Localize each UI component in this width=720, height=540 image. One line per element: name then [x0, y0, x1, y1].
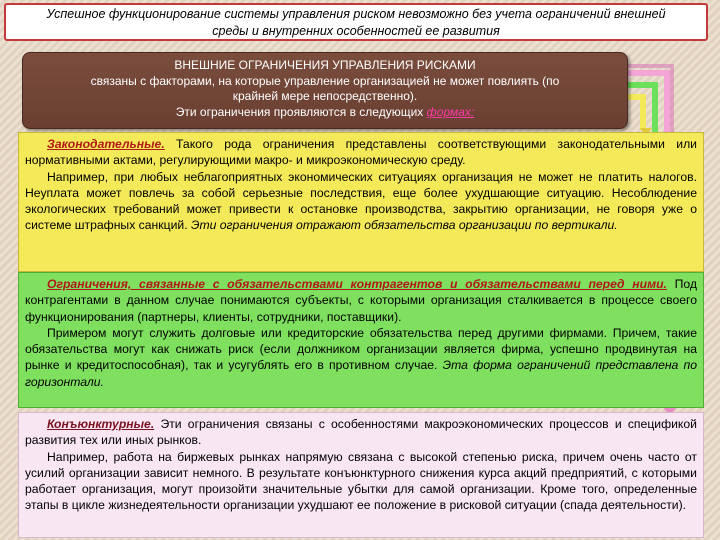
market-constraints-panel: [18, 412, 704, 538]
external-constraints-box: [22, 52, 628, 129]
counterparty-text-2: Примером могут служить долговые или кредиторские обязательства перед другими фирмами. Причем, такие обязательства могут как снижать риск (если должником организации является фирма, успешно продвинутая на рынке и кредитоспособная), так и усугублять его в противном случае.: [25, 325, 697, 373]
legislative-paragraph-2: [25, 169, 697, 234]
legislative-constraints-panel: [18, 132, 704, 272]
market-heading: Конъюнктурные.: [47, 417, 155, 431]
counterparty-heading: Ограничения, связанные с обязательствами контрагентов и обязательствами перед ними.: [47, 277, 667, 291]
yellow-connector-arrow: [628, 94, 646, 130]
market-paragraph-1: [25, 416, 697, 449]
external-forms-label: формах:: [426, 104, 475, 119]
counterparty-text-2-italic: Эта форма ограничений представлена по горизонтали.: [25, 358, 697, 389]
counterparty-paragraph-1: [25, 276, 697, 325]
external-line-3-prefix: Эти ограничения проявляются в следующих: [175, 104, 427, 119]
external-line-3: [33, 105, 617, 121]
legislative-text-2: Например, при любых неблагоприятных экономических ситуациях организация не может не платить налогов. Неуплата может повлечь за собой серьезные последствия, еще более ухудшающие ситуацию. Несоблюдение экологических требований может привести к остановке производства, закрытию организации, не говоря уже о системе штрафных санкций.: [25, 169, 697, 233]
legislative-text-2-italic: Эти ограничения отражают обязательства организации по вертикали.: [190, 218, 618, 233]
market-paragraph-2: [25, 449, 697, 514]
market-text-1: Эти ограничения связаны с особенностями макроэкономических процессов и спецификой развития тех или иных рынков.: [25, 417, 697, 448]
page-title: [4, 3, 708, 41]
market-text-2: Например, работа на биржевых рынках напрямую связана с высокой степенью риска, причем очень часто от усилий организации зависит немного. В результате конъюнктурного снижения курса акций предприятий, с которыми работает организация, могут произойти значительные убытки для самой организации. Кроме того, определенные этапы в цикле жизнедеятельности организации ухудшают ее положение в рисковой ситуации (спада деятельности).: [25, 449, 697, 513]
external-heading: ВНЕШНИЕ ОГРАНИЧЕНИЯ УПРАВЛЕНИЯ РИСКАМИ: [174, 58, 476, 72]
title-line-2: среды и внутренних особенностей ее развития: [212, 24, 500, 38]
counterparty-text-1: Под контрагентами в данном случае понимаются субъекты, с которыми организация сталкивается в процессе своего функционирования (партнеры, клиенты, сотрудники, поставщики).: [25, 277, 697, 324]
counterparty-paragraph-2: [25, 325, 697, 390]
title-line-1: Успешное функционирование системы управления риском невозможно без учета ограничений внешней: [46, 7, 666, 21]
legislative-paragraph-1: [25, 136, 697, 169]
external-line-2: крайней мере непосредственно).: [232, 89, 418, 103]
legislative-text-1: Такого рода ограничения представлены соответствующими законодательными или нормативными актами, регулирующими макро- и микроэкономическую среду.: [25, 137, 697, 168]
external-line-1: связаны с факторами, на которые управление организацией не может повлиять (по: [90, 73, 560, 88]
counterparty-constraints-panel: [18, 272, 704, 408]
legislative-heading: Законодательные.: [47, 137, 165, 151]
